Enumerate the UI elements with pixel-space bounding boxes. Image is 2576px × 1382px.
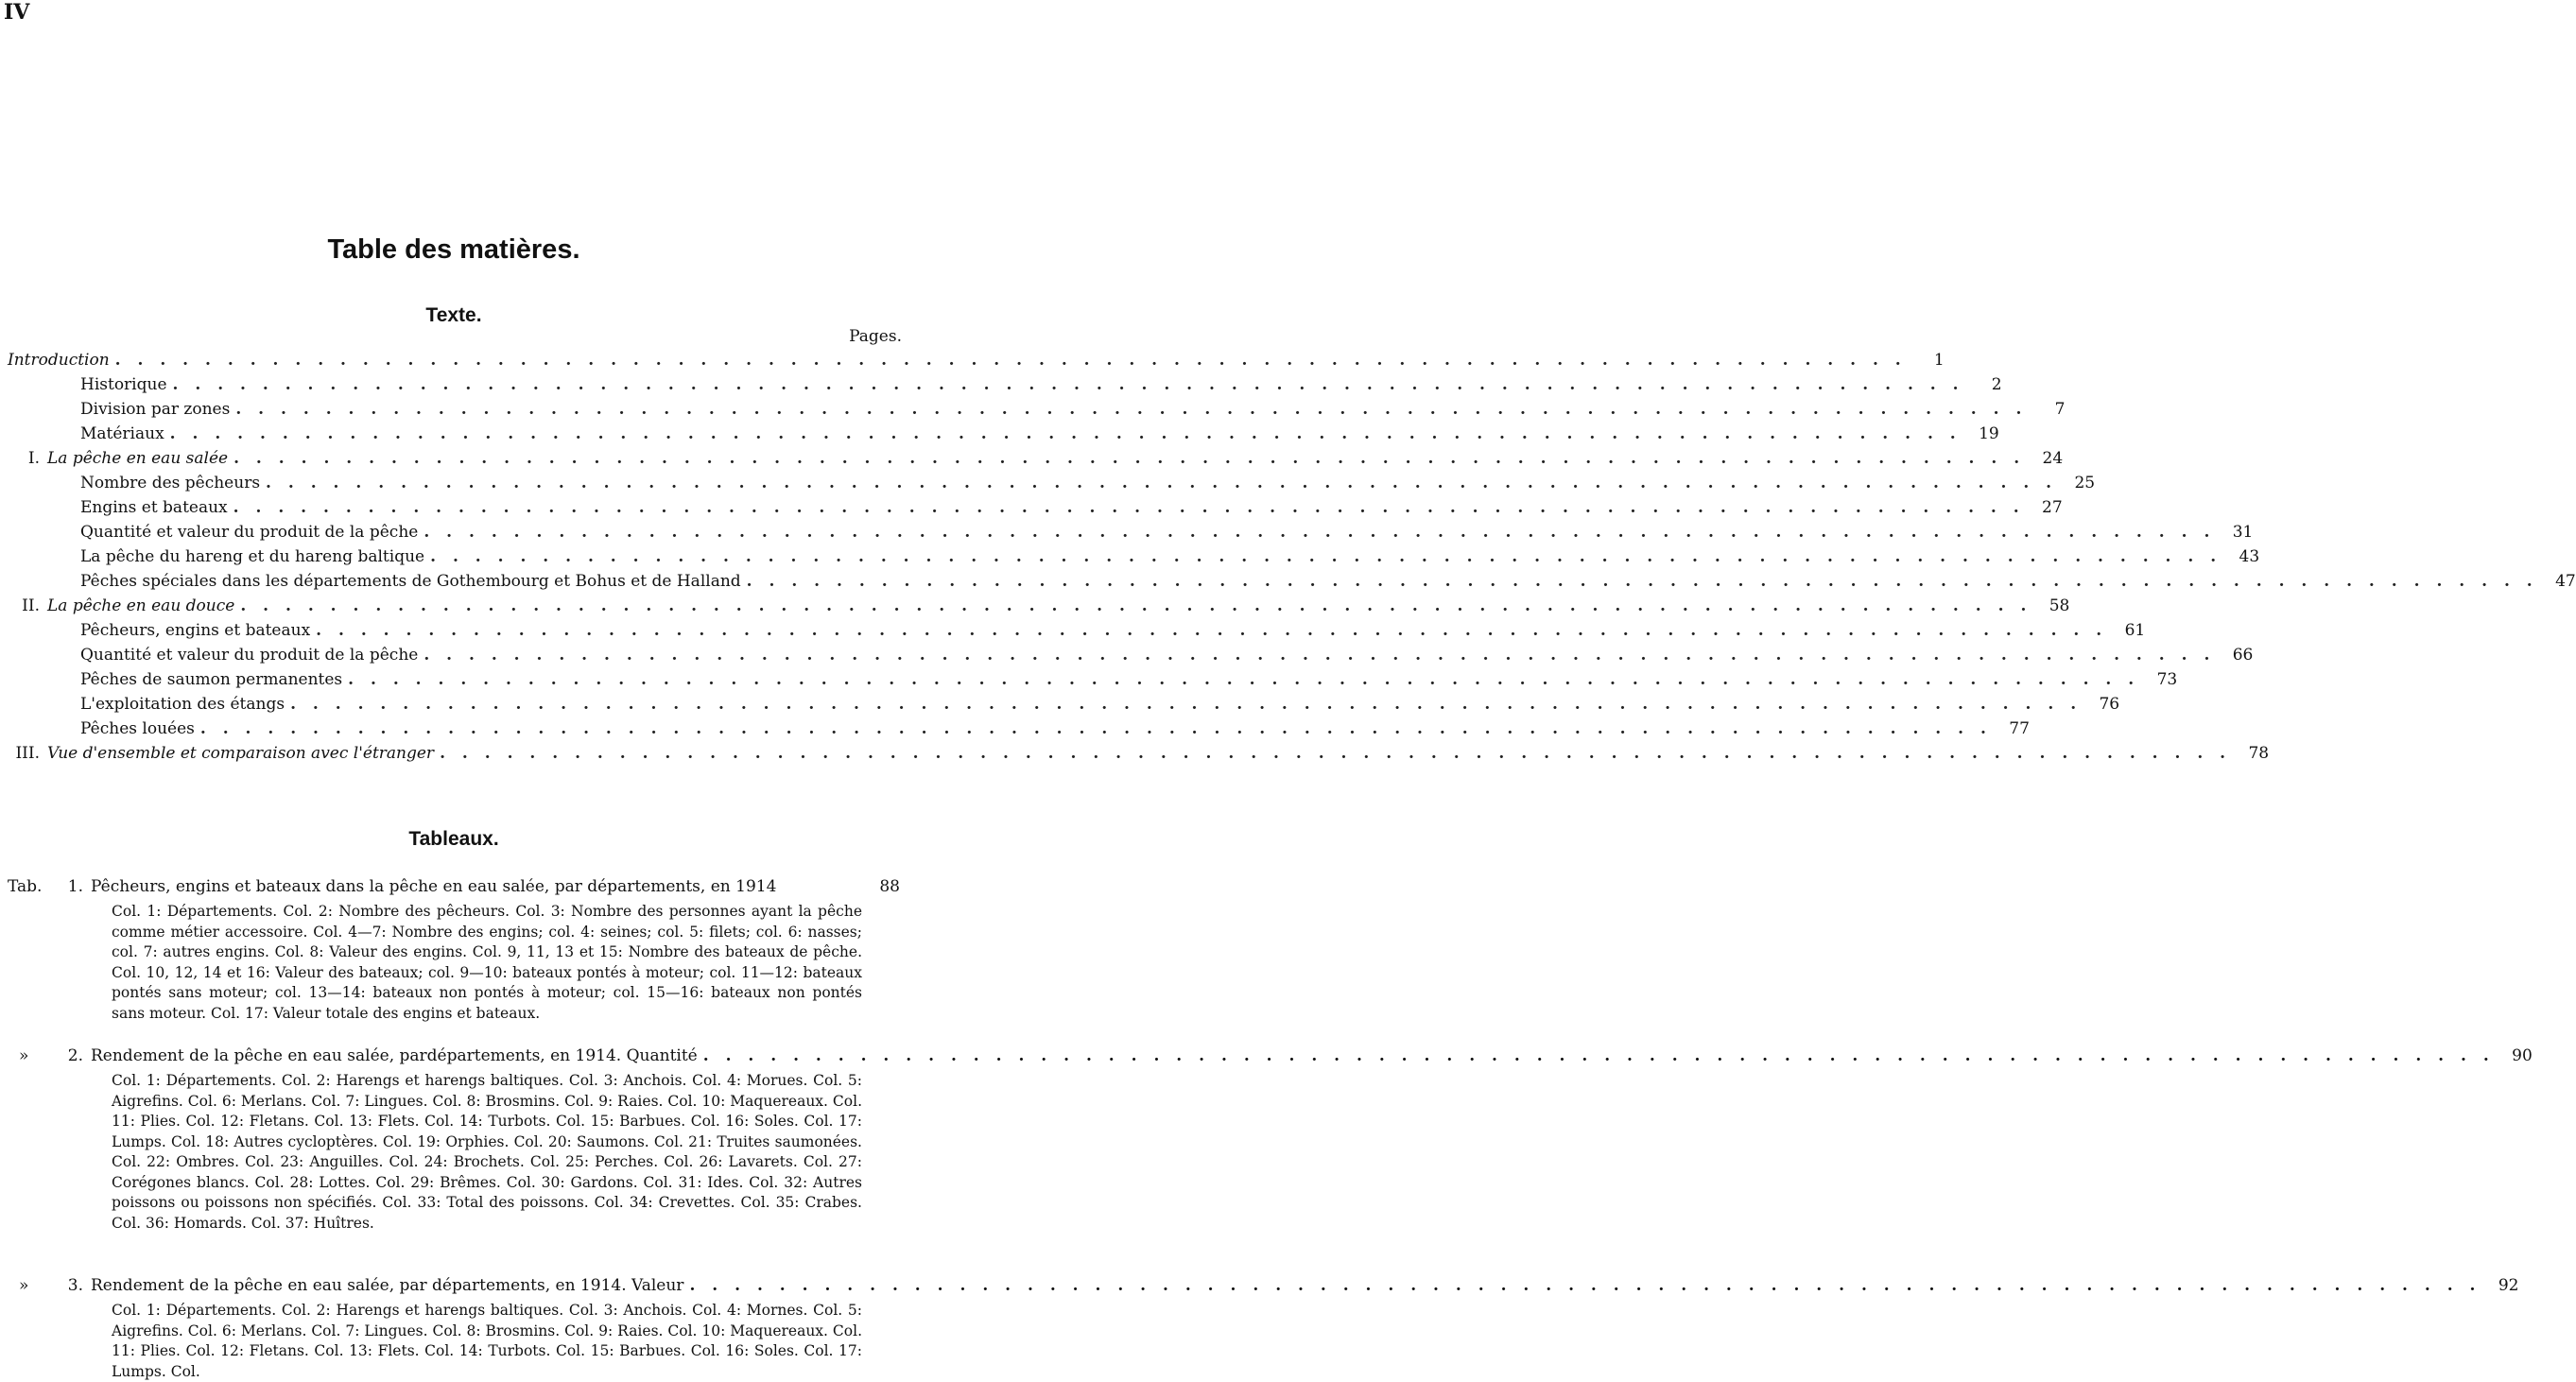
dot-leader: . . . . . . . . . . . . . . . . . . . . . . . . . . . . . . . . . . . . . . . . . . . . . . . . . . . . . . . . . . . . . . . . . . . . . . . . . . . . . . . . — [702, 1046, 2495, 1065]
table-entry — [0, 877, 900, 1024]
toc-entry-label: La pêche du hareng et du hareng baltique — [80, 547, 425, 566]
table-entry-description: Col. 1: Départements. Col. 2: Nombre des pêcheurs. Col. 3: Nombre des personnes ayant la pêche comme métier accessoire. Col. 4—7: Nombre des engins; col. 4: seines; col. 5: filets; col. 6: nasses; col. 7: autres engins. Col. 8: Valeur des engins. Col. 9, 11, 13 et 15: Nombre des bateaux de pêche. Col. 10, 12, 14 et 16: Valeur des bateaux; col. 9—10: bateaux pontés à moteur; col. 11—12: bateaux pontés sans moteur; col. 13—14: bateaux non pontés à moteur; col. 15—16: bateaux non pontés sans moteur. Col. 17: Valeur totale des engins et bateaux. — [112, 903, 862, 1022]
toc-entry-label: Pêches louées — [80, 719, 195, 738]
dot-leader: . . . . . . . . . . . . . . . . . . . . . . . . . . . . . . . . . . . . . . . . . . . . . . . . . . . . . . . . . . . . . . . . . . . . . . . . . . . . . . . . — [316, 621, 2108, 640]
toc-entry-label: Division par zones — [80, 400, 231, 419]
table-entry-title: Pêcheurs, engins et bateaux dans la pêche en eau salée, par départements, en 1914 — [91, 877, 777, 896]
dot-leader: . . . . . . . . . . . . . . . . . . . . . . . . . . . . . . . . . . . . . . . . . . . . . . . . . . . . . . . . . . . . . . . . . . . . . . . . . . . . . . . . — [348, 670, 2140, 689]
toc-entry-label: Quantité et valeur du produit de la pêche — [80, 646, 419, 665]
toc-entry-page: 25 — [2074, 474, 2096, 492]
toc-entry — [0, 719, 2030, 744]
toc-entry-page: 43 — [2239, 547, 2260, 566]
toc-entry-numeral: I. — [27, 449, 40, 468]
toc-entry — [0, 646, 2254, 670]
table-entry-number: 2. — [67, 1046, 83, 1065]
table-entry-page: 90 — [2512, 1046, 2533, 1065]
toc-entry — [0, 474, 2096, 498]
toc-entry — [0, 498, 2063, 523]
table-entry-number: 3. — [67, 1276, 83, 1295]
toc-entry — [0, 400, 2066, 424]
dot-leader: . . . . . . . . . . . . . . . . . . . . . . . . . . . . . . . . . . . . . . . . . . . . . . . . . . . . . . . . . . . . . . . . . . . . . . . . . . . . . . . . — [290, 695, 2083, 714]
toc-entry-page: 76 — [2099, 695, 2120, 714]
toc-entry-page: 2 — [1991, 375, 2002, 394]
table-entry-title: Rendement de la pêche en eau salée, pardépartements, en 1914. Quantité — [91, 1046, 698, 1065]
tableaux-heading: Tableaux. — [408, 828, 499, 850]
toc-entry-label: Historique — [80, 375, 167, 394]
toc-entry — [0, 596, 2070, 621]
dot-leader: . . . . . . . . . . . . . . . . . . . . . . . . . . . . . . . . . . . . . . . . . . . . . . . . . . . . . . . . . . . . . . . . . . . . . . . . . . . . . . . . — [746, 572, 2538, 591]
toc-entry-page: 77 — [2009, 719, 2030, 738]
toc-entry — [0, 449, 2064, 474]
page-number: IV — [4, 0, 30, 25]
table-entry-prefix: » — [19, 1046, 29, 1065]
dot-leader: . . . . . . . . . . . . . . . . . . . . . . . . . . . . . . . . . . . . . . . . . . . . . . . . . . . . . . . . . . . . . . . . . . . . . . . . . . . . . . . . — [172, 375, 1964, 394]
toc-entry-page: 78 — [2248, 744, 2270, 763]
table-entry-page: 88 — [879, 877, 900, 896]
dot-leader: . . . . . . . . . . . . . . . . . . . . . . . . . . . . . . . . . . . . . . . . . . . . . . . . . . . . . . . . . . . . . . . . . . . . . . . . . . . . . . . . — [266, 474, 2058, 492]
toc-entry — [0, 572, 2576, 596]
toc-entry-page: 7 — [2054, 400, 2066, 419]
texte-heading: Texte. — [425, 304, 482, 326]
toc-entry-label: Pêches de saumon permanentes — [80, 670, 343, 689]
toc-entry-label: Quantité et valeur du produit de la pêche — [80, 523, 419, 542]
toc-entry-label: Matériaux — [80, 424, 164, 443]
toc-entry-page: 1 — [1933, 351, 1945, 370]
toc-entry — [0, 523, 2254, 547]
dot-leader: . . . . . . . . . . . . . . . . . . . . . . . . . . . . . . . . . . . . . . . . . . . . . . . . . . . . . . . . . . . . . . . . . . . . . . . . . . . . . . . . — [424, 646, 2216, 665]
dot-leader: . . . . . . . . . . . . . . . . . . . . . . . . . . . . . . . . . . . . . . . . . . . . . . . . . . . . . . . . . . . . . . . . . . . . . . . . . . . . . . . . — [424, 523, 2216, 542]
toc-entry-label: La pêche en eau douce — [47, 596, 235, 615]
dot-leader: . . . . . . . . . . . . . . . . . . . . . . . . . . . . . . . . . . . . . . . . . . . . . . . . . . . . . . . . . . . . . . . . . . . . . . . . . . . . . . . . — [240, 596, 2032, 615]
dot-leader: . . . . . . . . . . . . . . . . . . . . . . . . . . . . . . . . . . . . . . . . . . . . . . . . . . . . . . . . . . . . . . . . . . . . . . . . . . . . . . . . — [169, 424, 1962, 443]
toc-entry — [0, 424, 1999, 449]
dot-leader: . . . . . . . . . . . . . . . . . . . . . . . . . . . . . . . . . . . . . . . . . . . . . . . . . . . . . . . . . . . . . . . . . . . . . . . . . . . . . . . . — [440, 744, 2232, 763]
table-entry-prefix: Tab. — [8, 877, 43, 896]
dot-leader: . . . . . . . . . . . . . . . . . . . . . . . . . . . . . . . . . . . . . . . . . . . . . . . . . . . . . . . . . . . . . . . . . . . . . . . . . . . . . . . . — [114, 351, 1907, 370]
toc-entry-label: Pêches spéciales dans les départements de Gothembourg et Bohus et de Halland — [80, 572, 741, 591]
table-entry-description: Col. 1: Départements. Col. 2: Harengs et harengs baltiques. Col. 3: Anchois. Col. 4: Mornes. Col. 5: Aigrefins. Col. 6: Merlans. Col. 7: Lingues. Col. 8: Brosmins. Col. 9: Raies. Col. 10: Maquereaux. Col. 11: Plies. Col. 12: Fletans. Col. 13: Flets. Col. 14: Turbots. Col. 15: Barbues. Col. 16: Soles. Col. 17: Lumps. Col. — [112, 1302, 862, 1380]
toc-entry — [0, 670, 2178, 695]
pages-column-label: Pages. — [849, 327, 902, 346]
toc-entry-label: La pêche en eau salée — [47, 449, 229, 468]
toc-entry — [0, 621, 2146, 646]
table-entry-page: 92 — [2498, 1276, 2519, 1295]
toc-entry-page: 31 — [2232, 523, 2254, 542]
toc-entry-label: Engins et bateaux — [80, 498, 228, 517]
dot-leader: . . . . . . . . . . . . . . . . . . . . . . . . . . . . . . . . . . . . . . . . . . . . . . . . . . . . . . . . . . . . . . . . . . . . . . . . . . . . . . . . — [235, 400, 2028, 419]
toc-entry-numeral: II. — [22, 596, 40, 615]
toc-entry-page: 47 — [2555, 572, 2576, 591]
toc-entry — [0, 351, 1945, 375]
dot-leader: . . . . . . . . . . . . . . . . . . . . . . . . . . . . . . . . . . . . . . . . . . . . . . . . . . . . . . . . . . . . . . . . . . . . . . . . . . . . . . . . — [199, 719, 1992, 738]
dot-leader: . . . . . . . . . . . . . . . . . . . . . . . . . . . . . . . . . . . . . . . . . . . . . . . . . . . . . . . . . . . . . . . . . . . . . . . . . . . . . . . . — [233, 449, 2026, 468]
toc-entry-label: Vue d'ensemble et comparaison avec l'étranger — [47, 744, 435, 763]
toc-entry-page: 66 — [2232, 646, 2254, 665]
table-entry-description: Col. 1: Départements. Col. 2: Harengs et harengs baltiques. Col. 3: Anchois. Col. 4: Morues. Col. 5: Aigrefins. Col. 6: Merlans. Col. 7: Lingues. Col. 8: Brosmins. Col. 9: Raies. Col. 10: Maquereaux. Col. 11: Plies. Col. 12: Fletans. Col. 13: Flets. Col. 14: Turbots. Col. 15: Barbues. Col. 16: Soles. Col. 17: Lumps. Col. 18: Autres cycloptères. Col. 19: Orphies. Col. 20: Saumons. Col. 21: Truites saumonées. Col. 22: Ombres. Col. 23: Anguilles. Col. 24: Brochets. Col. 25: Perches. Col. 26: Lavarets. Col. 27: Corégones blancs. Col. 28: Lottes. Col. 29: Brêmes. Col. 30: Gardons. Col. 31: Ides. Col. 32: Autres poissons ou poissons non spécifiés. Col. 33: Total des poissons. Col. 34: Crevettes. Col. 35: Crabes. Col. 36: Homards. Col. 37: Huîtres. — [112, 1072, 862, 1232]
toc-entry-page: 73 — [2156, 670, 2178, 689]
toc-entry — [0, 547, 2260, 572]
toc-entry-page: 27 — [2042, 498, 2063, 517]
toc-entry-page: 19 — [1979, 424, 1999, 443]
toc-entry-page: 24 — [2042, 449, 2064, 468]
table-entry — [0, 1046, 2533, 1234]
dot-leader: . . . . . . . . . . . . . . . . . . . . . . . . . . . . . . . . . . . . . . . . . . . . . . . . . . . . . . . . . . . . . . . . . . . . . . . . . . . . . . . . — [233, 498, 2025, 517]
table-entry-prefix: » — [19, 1276, 29, 1295]
toc-entry — [0, 695, 2120, 719]
toc-entry-numeral: III. — [15, 744, 40, 763]
toc-entry — [0, 375, 2002, 400]
dot-leader: . . . . . . . . . . . . . . . . . . . . . . . . . . . . . . . . . . . . . . . . . . . . . . . . . . . . . . . . . . . . . . . . . . . . . . . . . . . . . . . . — [689, 1276, 2481, 1295]
toc-entry-page: 58 — [2049, 596, 2070, 615]
toc-entry-page: 61 — [2124, 621, 2146, 640]
page-title: Table des matières. — [327, 234, 580, 265]
table-entry-title: Rendement de la pêche en eau salée, par départements, en 1914. Valeur — [91, 1276, 684, 1295]
toc-entry-label: Nombre des pêcheurs — [80, 474, 261, 492]
toc-entry — [0, 744, 2270, 769]
toc-entry-label: L'exploitation des étangs — [80, 695, 285, 714]
dot-leader: . . . . . . . . . . . . . . . . . . . . . . . . . . . . . . . . . . . . . . . . . . . . . . . . . . . . . . . . . . . . . . . . . . . . . . . . . . . . . . . . — [430, 547, 2222, 566]
toc-entry-label: Pêcheurs, engins et bateaux — [80, 621, 311, 640]
table-entry-number: 1. — [67, 877, 83, 896]
toc-entry-label: Introduction — [8, 351, 110, 370]
table-entry — [0, 1276, 2519, 1382]
